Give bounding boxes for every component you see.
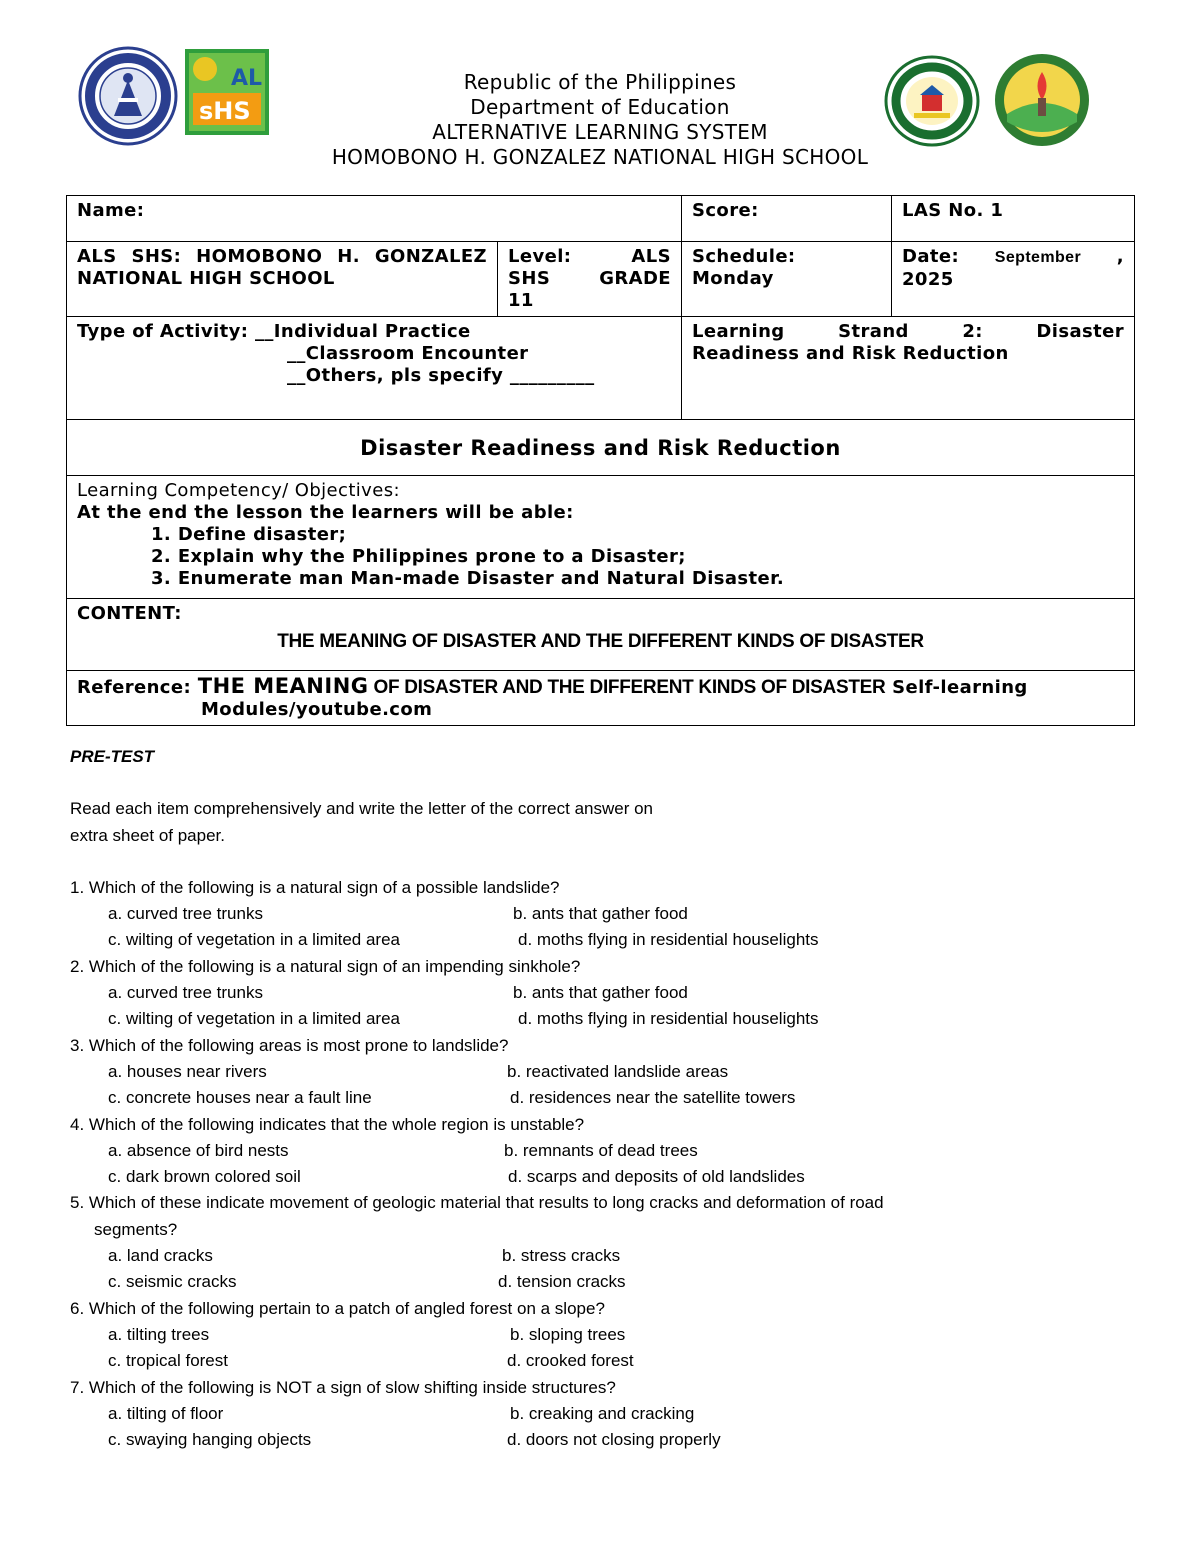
level-grade: GRADE xyxy=(599,268,671,289)
option-row xyxy=(70,1085,1130,1111)
level-number: 11 xyxy=(508,290,534,311)
option-row xyxy=(70,1138,1130,1164)
option-c: c. wilting of vegetation in a limited area xyxy=(108,1009,400,1029)
question-4 xyxy=(70,1112,1130,1191)
header-department: Department of Education xyxy=(470,95,730,119)
strand-line-1 xyxy=(692,321,1124,343)
question-text: 4. Which of the following indicates that the whole region is unstable? xyxy=(70,1114,585,1134)
als-logo-text-bottom: sHS xyxy=(199,97,251,125)
option-a: a. houses near rivers xyxy=(108,1061,267,1081)
instruction-line-1: Read each item comprehensively and write the letter of the correct answer on xyxy=(70,799,654,819)
schedule-label: Schedule: xyxy=(692,246,796,267)
activity-type-cell xyxy=(67,317,682,420)
question-5 xyxy=(70,1190,1130,1295)
reference-label: Reference: xyxy=(77,677,198,698)
strand-line-2: Readiness and Risk Reduction xyxy=(692,343,1009,364)
objective-item: 1. Define disaster; xyxy=(151,524,347,545)
header-republic: Republic of the Philippines xyxy=(463,70,737,94)
option-row xyxy=(70,980,1130,1006)
option-row xyxy=(70,1427,1130,1453)
option-row xyxy=(70,1243,1130,1269)
strand-w1: Learning xyxy=(692,321,785,342)
pretest-instructions xyxy=(70,796,1130,849)
pretest-section xyxy=(70,744,1130,1453)
option-a: a. curved tree trunks xyxy=(108,904,263,924)
option-a: a. absence of bird nests xyxy=(108,1140,289,1160)
school-cell xyxy=(67,242,498,317)
question-text: 2. Which of the following is a natural sign of an impending sinkhole? xyxy=(70,956,581,976)
option-d: d. residences near the satellite towers xyxy=(510,1088,796,1108)
option-c: c. dark brown colored soil xyxy=(108,1167,301,1187)
reference-title-rest: OF DISASTER AND THE DIFFERENT KINDS OF DISASTER xyxy=(368,677,886,698)
option-d: d. doors not closing properly xyxy=(507,1430,721,1450)
strand-w4: Disaster xyxy=(1036,321,1124,342)
schedule-cell xyxy=(682,242,892,317)
option-a: a. tilting trees xyxy=(108,1324,210,1344)
name-cell[interactable] xyxy=(67,196,682,242)
content-cell xyxy=(67,599,1135,671)
date-year: 2025 xyxy=(902,269,954,290)
option-b: b. ants that gather food xyxy=(513,904,688,924)
header-text xyxy=(280,70,920,170)
question-text: 3. Which of the following areas is most prone to landslide? xyxy=(70,1035,509,1055)
pretest-title: PRE-TEST xyxy=(70,747,155,766)
level-line-2 xyxy=(508,268,671,290)
level-line-1 xyxy=(508,246,671,268)
objective-item: 3. Enumerate man Man-made Disaster and Natural Disaster. xyxy=(151,568,785,589)
question-text: 7. Which of the following is NOT a sign of slow shifting inside structures? xyxy=(70,1377,616,1397)
option-row xyxy=(70,1269,1130,1295)
school-line-2: NATIONAL HIGH SCHOOL xyxy=(77,268,335,289)
learning-strand-cell xyxy=(682,317,1135,420)
objective-item: 2. Explain why the Philippines prone to a Disaster; xyxy=(151,546,686,567)
option-b: b. creaking and cracking xyxy=(510,1403,695,1423)
document-header xyxy=(0,0,1200,190)
content-title: THE MEANING OF DISASTER AND THE DIFFERENT KINDS OF DISASTER xyxy=(277,631,924,652)
option-c: c. seismic cracks xyxy=(108,1272,237,1292)
activity-option-individual: Type of Activity: __Individual Practice xyxy=(77,321,471,342)
option-b: b. sloping trees xyxy=(510,1324,626,1344)
score-cell[interactable] xyxy=(682,196,892,242)
option-row xyxy=(70,1059,1130,1085)
date-label: Date: xyxy=(902,246,960,267)
question-1 xyxy=(70,875,1130,954)
date-line-1 xyxy=(902,246,1124,269)
level-als: ALS xyxy=(631,246,671,267)
question-text-continued: segments? xyxy=(94,1219,178,1239)
option-d: d. crooked forest xyxy=(507,1351,634,1371)
activity-option-others: __Others, pls specify _________ xyxy=(287,365,595,386)
question-2 xyxy=(70,954,1130,1033)
subject-title: Disaster Readiness and Risk Reduction xyxy=(360,435,841,460)
option-c: c. tropical forest xyxy=(108,1351,228,1371)
reference-title-big: THE MEANING xyxy=(197,674,369,698)
objectives-intro: At the end the lesson the learners will be able: xyxy=(77,502,574,523)
reference-tail: Self-learning xyxy=(885,677,1028,698)
level-shs: SHS xyxy=(508,268,551,289)
option-b: b. ants that gather food xyxy=(513,983,688,1003)
als-shs-logo xyxy=(185,49,269,135)
las-number-cell xyxy=(892,196,1135,242)
question-text: 1. Which of the following is a natural sign of a possible landslide? xyxy=(70,877,560,897)
option-row xyxy=(70,901,1130,927)
header-school: HOMOBONO H. GONZALEZ NATIONAL HIGH SCHOOL xyxy=(331,145,869,169)
option-d: d. moths flying in residential houselights xyxy=(518,930,819,950)
activity-option-classroom: __Classroom Encounter xyxy=(287,343,529,364)
option-row xyxy=(70,1006,1130,1032)
las-info-table xyxy=(66,195,1135,726)
las-number: LAS No. 1 xyxy=(902,200,1004,221)
school-line-1: ALS SHS: HOMOBONO H. GONZALEZ xyxy=(77,246,487,267)
option-row xyxy=(70,1322,1130,1348)
objectives-cell xyxy=(67,476,1135,599)
question-text: 6. Which of the following pertain to a patch of angled forest on a slope? xyxy=(70,1298,605,1318)
option-row xyxy=(70,1348,1130,1374)
content-label: CONTENT: xyxy=(77,603,182,624)
option-c: c. wilting of vegetation in a limited area xyxy=(108,930,400,950)
reference-line-2: Modules/youtube.com xyxy=(201,699,433,720)
option-a: a. tilting of floor xyxy=(108,1403,224,1423)
option-row xyxy=(70,1164,1130,1190)
objectives-label: Learning Competency/ Objectives: xyxy=(77,480,400,501)
option-d: d. scarps and deposits of old landslides xyxy=(508,1167,805,1187)
reference-line-1 xyxy=(77,675,1124,699)
option-c: c. concrete houses near a fault line xyxy=(108,1088,372,1108)
option-row xyxy=(70,1401,1130,1427)
level-label: Level: xyxy=(508,246,572,267)
strand-w3: 2: xyxy=(962,321,983,342)
question-text: 5. Which of these indicate movement of geologic material that results to long cracks and deformation of road xyxy=(70,1193,884,1213)
division-seal-logo xyxy=(993,52,1091,148)
deped-seal-logo xyxy=(78,46,178,146)
option-b: b. reactivated landslide areas xyxy=(507,1061,729,1081)
name-label: Name: xyxy=(77,200,145,221)
instruction-line-2: extra sheet of paper. xyxy=(70,825,225,845)
option-b: b. remnants of dead trees xyxy=(504,1140,698,1160)
header-als: ALTERNATIVE LEARNING SYSTEM xyxy=(432,120,768,144)
question-7 xyxy=(70,1375,1130,1454)
option-a: a. curved tree trunks xyxy=(108,983,263,1003)
option-row xyxy=(70,927,1130,953)
level-cell xyxy=(498,242,682,317)
reference-cell xyxy=(67,671,1135,726)
date-comma: , xyxy=(1116,246,1124,267)
option-c: c. swaying hanging objects xyxy=(108,1430,312,1450)
score-label: Score: xyxy=(692,200,759,221)
option-b: b. stress cracks xyxy=(502,1246,621,1266)
option-d: d. tension cracks xyxy=(498,1272,626,1292)
option-d: d. moths flying in residential houselights xyxy=(518,1009,819,1029)
date-cell xyxy=(892,242,1135,317)
question-3 xyxy=(70,1033,1130,1112)
als-logo-text-top: AL xyxy=(231,66,263,91)
option-a: a. land cracks xyxy=(108,1246,213,1266)
date-month: September xyxy=(994,249,1082,266)
strand-w2: Strand xyxy=(838,321,909,342)
subject-title-cell xyxy=(67,420,1135,476)
schedule-value: Monday xyxy=(692,268,774,289)
school-seal-logo xyxy=(884,55,980,147)
question-6 xyxy=(70,1296,1130,1375)
